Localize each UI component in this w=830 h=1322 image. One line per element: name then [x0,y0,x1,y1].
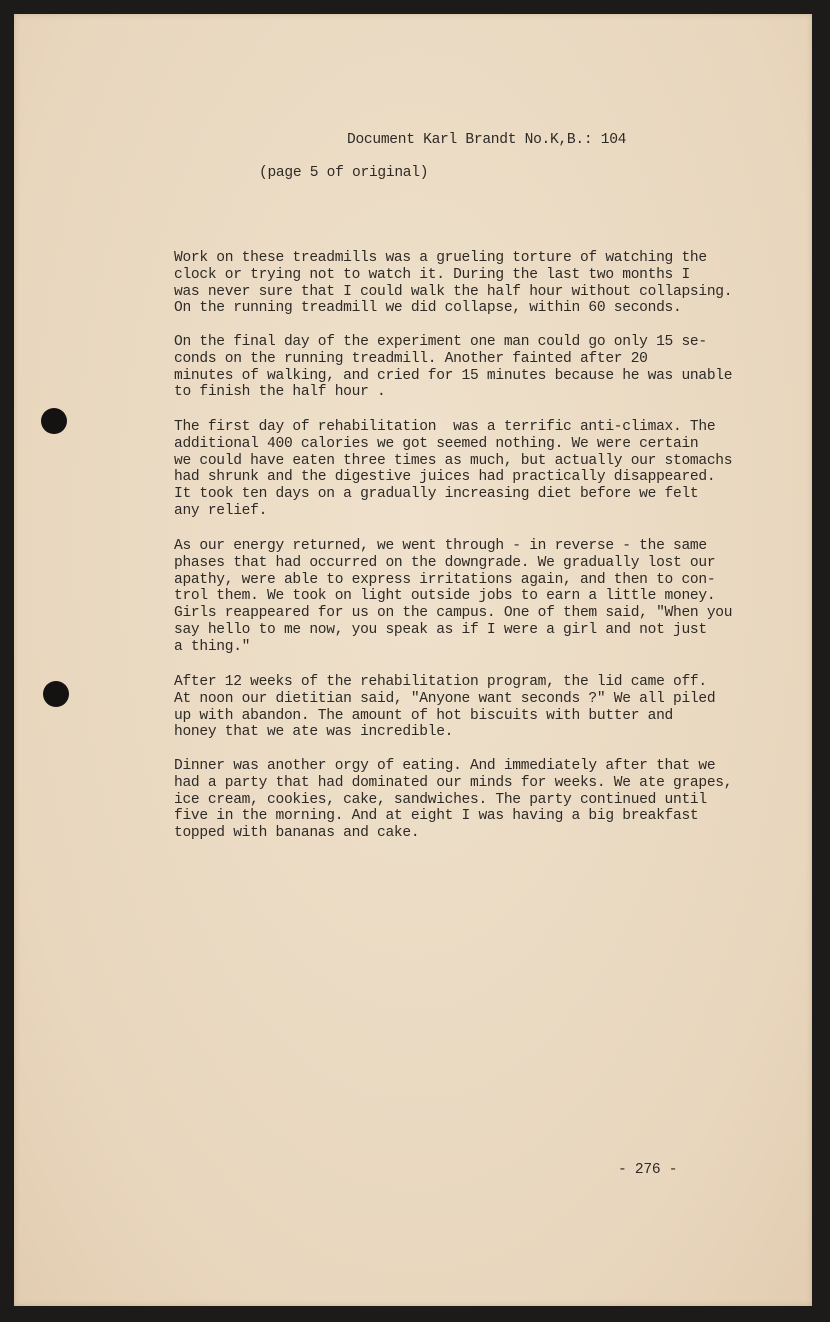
text-line: minutes of walking, and cried for 15 minutes because he was unable [174,367,733,384]
paragraph-2 [174,334,754,401]
text-line: Dinner was another orgy of eating. And immediately after that we [174,758,716,774]
text-line: any relief. [174,502,268,519]
page-of-original: (page 5 of original) [259,165,429,181]
text-line: It took ten days on a gradually increasing diet before we felt [174,486,699,503]
text-line: was never sure that I could walk the half hour without collapsing. [174,283,733,300]
text-line: had shrunk and the digestive juices had practically disappeared. [174,469,716,486]
text-line: additional 400 calories we got seemed nothing. We were certain [174,435,699,452]
punch-hole-bottom [43,681,69,707]
text-line: ice cream, cookies, cake, sandwiches. The party continued until [174,791,707,808]
text-line: On the running treadmill we did collapse, within 60 seconds. [174,300,682,317]
paragraph-5 [174,674,754,741]
text-line: Girls reappeared for us on the campus. One of them said, "When you [174,605,733,622]
paragraph-3 [174,419,754,520]
text-line: Work on these treadmills was a grueling torture of watching the [174,250,707,266]
text-line: phases that had occurred on the downgrade. We gradually lost our [174,554,716,571]
text-line: After 12 weeks of the rehabilitation program, the lid came off. [174,674,707,690]
paragraph-1 [174,250,754,317]
text-line: The first day of rehabilitation was a terrific anti-climax. The [174,419,716,435]
text-line: honey that we ate was incredible. [174,724,454,741]
document-page [14,14,812,1306]
text-line: clock or trying not to watch it. During the last two months I [174,266,690,283]
text-line: say hello to me now, you speak as if I were a girl and not just [174,621,707,638]
text-line: five in the morning. And at eight I was having a big breakfast [174,808,699,825]
text-line: At noon our dietitian said, "Anyone want seconds ?" We all piled [174,690,716,707]
paragraph-6 [174,758,754,842]
text-line: conds on the running treadmill. Another fainted after 20 [174,350,648,367]
text-line: On the final day of the experiment one man could go only 15 se- [174,334,707,350]
text-line: had a party that had dominated our minds for weeks. We ate grapes, [174,774,733,791]
punch-hole-top [41,408,67,434]
text-line: apathy, were able to express irritations again, and then to con- [174,571,716,588]
text-line: a thing." [174,638,251,655]
page-number: - 276 - [618,1162,678,1178]
text-line: trol them. We took on light outside jobs to earn a little money. [174,588,716,605]
text-line: up with abandon. The amount of hot biscuits with butter and [174,707,674,724]
paragraph-4 [174,538,754,656]
document-header: Document Karl Brandt No.K,B.: 104 [347,132,627,148]
text-line: topped with bananas and cake. [174,825,420,842]
text-line: to finish the half hour . [174,384,386,401]
text-line: As our energy returned, we went through - in reverse - the same [174,538,707,554]
text-line: we could have eaten three times as much, but actually our stomachs [174,452,733,469]
